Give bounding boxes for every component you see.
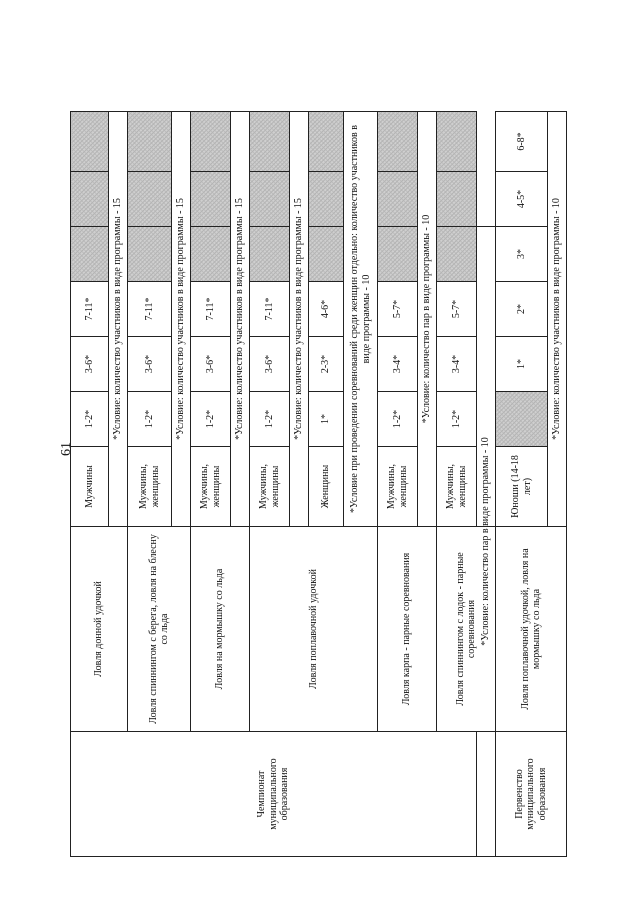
hatched-cell [128,172,172,227]
place-cell: 1* [496,337,548,392]
hatched-cell [437,227,477,282]
hatched-cell [191,227,231,282]
group-cell: Мужчины, женщины [128,447,172,527]
condition-note: *Условие: количество участников в виде программы - 10 [548,112,567,527]
hatched-cell [250,172,290,227]
place-cell: 1-2* [71,392,109,447]
place-cell: 5-7* [437,282,477,337]
condition-note: *Условие: количество участников в виде программы - 15 [231,112,250,527]
discipline-ice-jig: Ловля на мормышку со льда [191,527,250,732]
condition-note: *Условие: количество участников в виде программы - 15 [109,112,128,527]
discipline-float-rod-ice-jig: Ловля поплавочной удочкой, ловля на мормышку со льда [496,527,567,732]
hatched-cell [309,112,344,172]
place-cell: 1-2* [250,392,290,447]
hatched-cell [496,392,548,447]
condition-note: *Условие при проведении соревнований среди женщин отдельно: количество участников в виде программы - 10 [344,112,378,527]
page-number: 61 [59,442,74,456]
hatched-cell [437,172,477,227]
hatched-cell [71,172,109,227]
place-cell: 3-6* [71,337,109,392]
hatched-cell [309,172,344,227]
place-cell: 4-6* [309,282,344,337]
group-cell: Мужчины, женщины [378,447,418,527]
place-cell: 1-2* [128,392,172,447]
competition-first: Первенство муниципального образования [496,732,567,857]
hatched-cell [309,227,344,282]
place-cell: 3-4* [378,337,418,392]
hatched-cell [250,227,290,282]
group-cell: Мужчины, женщины [250,447,290,527]
discipline-carp-pairs: Ловля карпа - парные соревнования [378,527,437,732]
group-cell: Мужчины, женщины [191,447,231,527]
hatched-cell [437,112,477,172]
hatched-cell [378,112,418,172]
place-cell: 2* [496,282,548,337]
place-cell: 2-3* [309,337,344,392]
group-cell: Женщины [309,447,344,527]
discipline-spinning-shore: Ловля спиннингом с берега, ловля на блесну со льда [128,527,191,732]
place-cell: 4-5* [496,172,548,227]
place-cell: 1* [309,392,344,447]
rotated-page-content [70,112,563,857]
place-cell: 3-6* [191,337,231,392]
group-cell: Юноши (14-18 лет) [496,447,548,527]
hatched-cell [378,227,418,282]
condition-note: *Условие: количество участников в виде программы - 15 [172,112,191,527]
place-cell: 5-7* [378,282,418,337]
place-cell: 3* [496,227,548,282]
place-cell: 7-11* [71,282,109,337]
place-cell: 7-11* [128,282,172,337]
condition-note: *Условие: количество участников в виде программы - 15 [290,112,309,527]
hatched-cell [191,112,231,172]
hatched-cell [128,227,172,282]
hatched-cell [71,112,109,172]
hatched-cell [71,227,109,282]
hatched-cell [378,172,418,227]
place-cell: 3-6* [128,337,172,392]
place-cell: 1-2* [437,392,477,447]
condition-note: *Условие: количество пар в виде программы - 10 [418,112,437,527]
place-cell: 3-6* [250,337,290,392]
competition-championship: Чемпионат муниципального образования [71,732,477,857]
discipline-float-rod: Ловля поплавочной удочкой [250,527,378,732]
discipline-bottom-rod: Ловля донной удочкой [71,527,128,732]
place-cell: 6-8* [496,112,548,172]
discipline-spinning-boat-pairs: Ловля спиннингом с лодок - парные соревнования [437,527,496,732]
place-cell: 1-2* [191,392,231,447]
place-cell: 7-11* [250,282,290,337]
hatched-cell [128,112,172,172]
qualification-table [70,111,567,857]
group-cell: Мужчины [71,447,109,527]
group-cell: Мужчины, женщины [437,447,477,527]
hatched-cell [250,112,290,172]
place-cell: 3-4* [437,337,477,392]
place-cell: 7-11* [191,282,231,337]
condition-note: *Условие: количество пар в виде программы - 10 [477,227,496,857]
place-cell: 1-2* [378,392,418,447]
hatched-cell [191,172,231,227]
